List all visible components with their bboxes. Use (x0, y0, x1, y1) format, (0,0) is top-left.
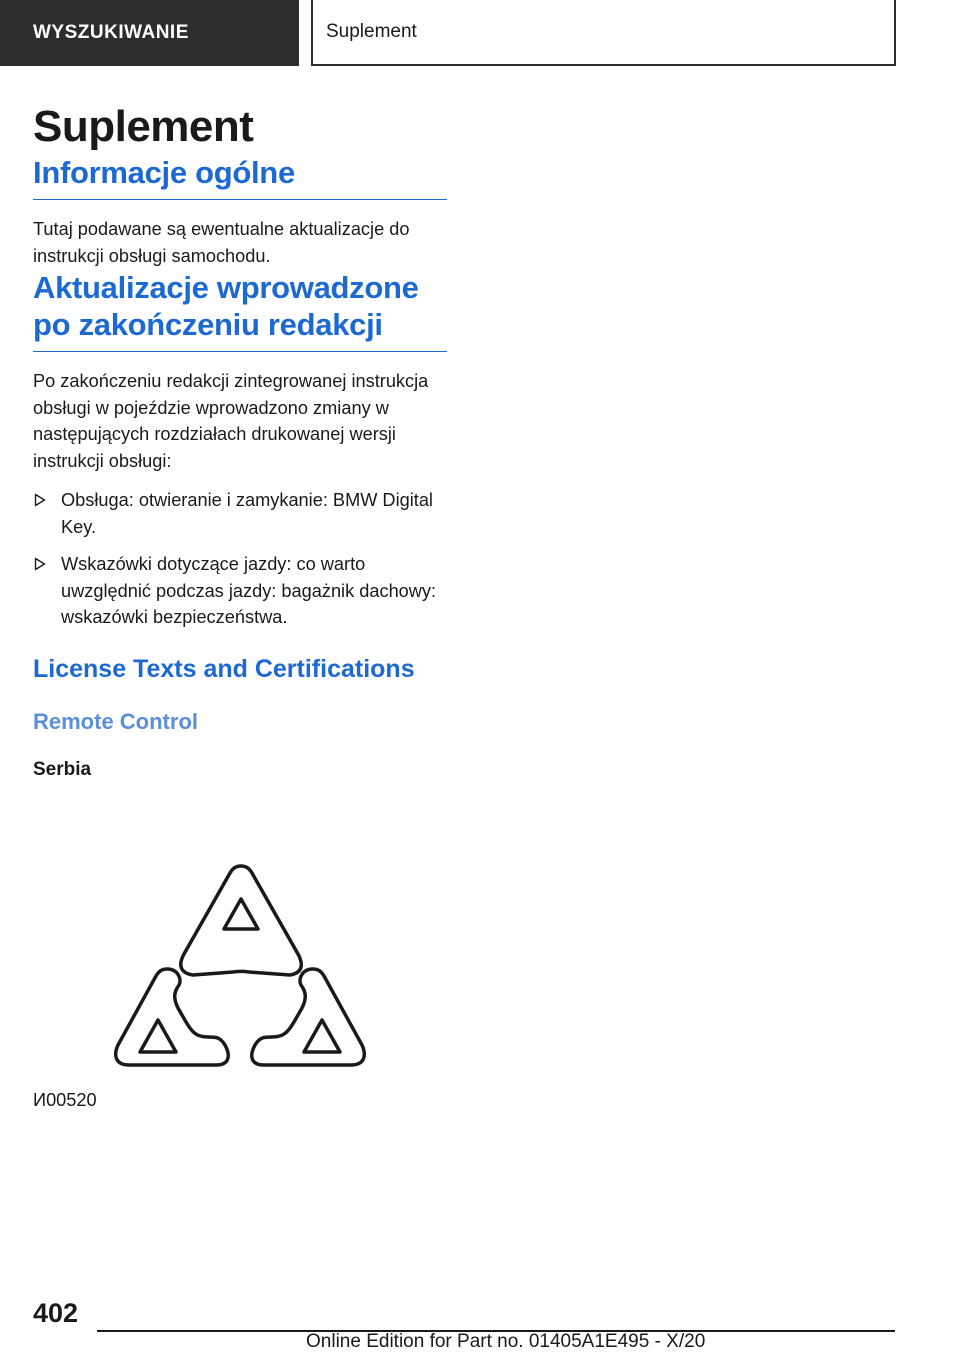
list-item (33, 487, 447, 540)
updates-list (33, 487, 447, 631)
list-item (33, 551, 447, 631)
footer-edition-text: Online Edition for Part no. 01405A1E495 - X/20 (306, 1331, 706, 1352)
tab-section-suplement[interactable]: Suplement (311, 0, 896, 66)
triangle-bullet-icon (34, 493, 46, 507)
license-heading: License Texts and Certifications (33, 654, 415, 683)
serbia-certification-mark-icon (112, 862, 370, 1072)
section-heading-general-info: Informacje ogólne (33, 154, 447, 200)
page-number: 402 (33, 1298, 79, 1328)
remote-control-subheading: Remote Control (33, 708, 198, 734)
updates-paragraph: Po zakończeniu redakcji zintegrowanej instrukcja obsługi w pojeździe wprowadzono zmiany w następujących rozdziałach drukowanej wersji instrukcji obsługi: (33, 371, 429, 471)
general-info-paragraph: Tutaj podawane są ewentualne aktualizacje do instrukcji obsługi samochodu. (33, 219, 410, 266)
top-navigation (0, 0, 960, 66)
certification-code: И00520 (33, 1090, 97, 1110)
list-item-text: Obsługa: otwieranie i zamykanie: BMW Digital Key. (61, 490, 433, 537)
page-title: Suplement (33, 102, 254, 151)
triangle-bullet-icon (34, 557, 46, 571)
page-content (33, 100, 447, 783)
tab-search[interactable]: WYSZUKIWANIE (0, 0, 299, 66)
country-label: Serbia (33, 758, 92, 780)
list-item-text: Wskazówki dotyczące jazdy: co warto uwzględnić podczas jazdy: bagażnik dachowy: wskazówki bezpieczeństwa. (61, 554, 437, 627)
section-heading-updates: Aktualizacje wprowadzone po zakończeniu redakcji (33, 269, 447, 352)
